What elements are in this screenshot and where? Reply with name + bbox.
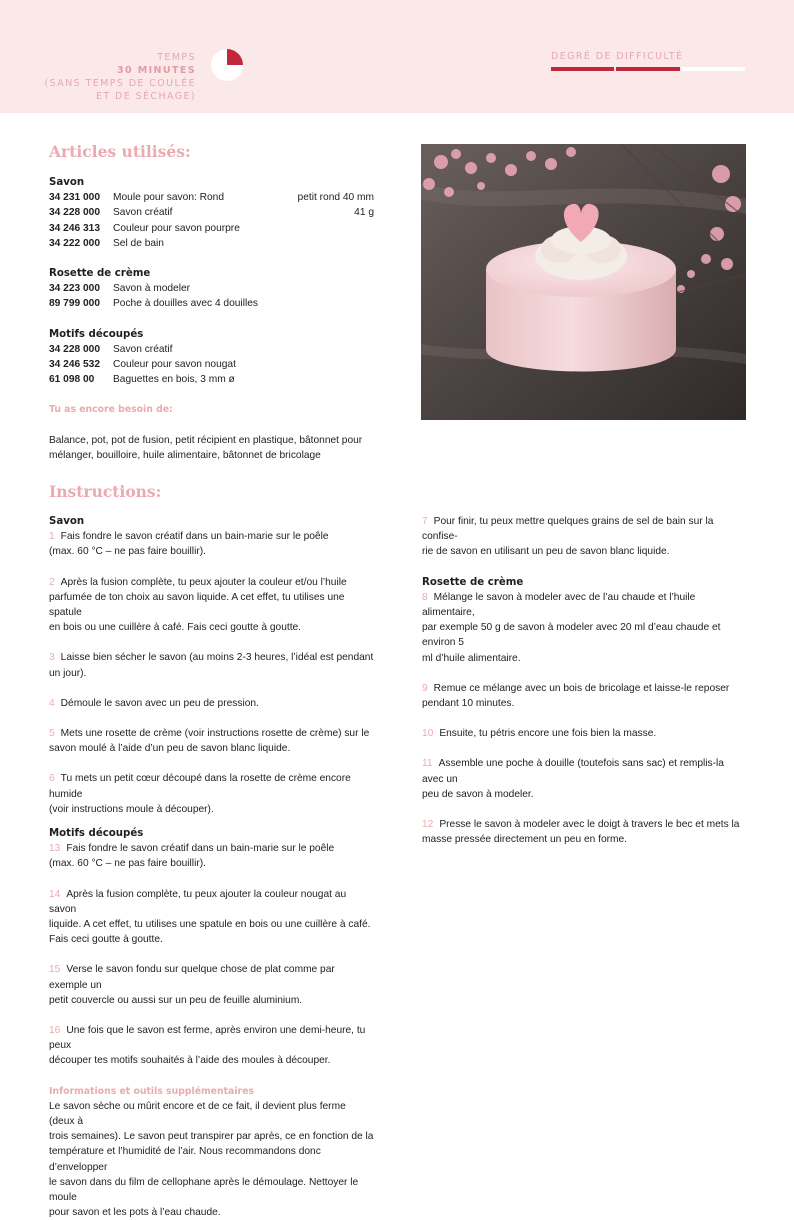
step-text: (max. 60 °C – ne pas faire bouillir). (49, 546, 206, 558)
step-line (49, 856, 374, 871)
step-number: 12 (422, 819, 434, 831)
step-text: un jour). (49, 667, 87, 679)
step-text: découper tes motifs souhaités à l’aide des moules à découper. (49, 1055, 331, 1067)
step-text: Presse le savon à modeler avec le doigt à travers le bec et mets la (439, 819, 740, 831)
step-line (49, 696, 374, 711)
instruction-step (422, 756, 747, 802)
step-text: (voir instructions moule à découper). (49, 803, 214, 815)
step-text: Une fois que le savon est ferme, après environ une demi-heure, tu peux (49, 1025, 366, 1052)
step-text: Mets une rosette de crème (voir instructions rosette de crème) sur le (60, 728, 370, 740)
article-code: 89 799 000 (49, 298, 100, 310)
instruction-step (49, 962, 374, 1008)
instruction-step (49, 841, 374, 871)
instruction-step (422, 817, 747, 847)
article-desc: Poche à douilles avec 4 douilles (113, 298, 258, 310)
step-line (49, 962, 374, 992)
article-row (49, 281, 374, 296)
step-text: ml d’huile alimentaire. (422, 652, 521, 664)
difficulty-segment (616, 67, 679, 71)
articles-list (49, 175, 374, 463)
steps-right-column (422, 514, 747, 847)
article-code: 34 246 313 (49, 222, 100, 234)
motifs-subtitle: Motifs découpés (49, 328, 144, 340)
info-title: Informations et outils supplémentaires (49, 1085, 254, 1097)
instruction-step (422, 514, 747, 560)
difficulty-segment (682, 67, 745, 71)
instruction-step (49, 887, 374, 948)
step-number: 16 (49, 1025, 61, 1037)
article-row (49, 221, 374, 236)
article-desc: Moule pour savon: Rond (113, 192, 224, 204)
step-text: Pour finir, tu peux mettre quelques grains de sel de bain sur la confise- (422, 516, 714, 543)
step-line (422, 681, 747, 696)
savon-steps-subtitle: Savon (49, 516, 85, 527)
besoin-line-1: Balance, pot, pot de fusion, petit récipient en plastique, bâtonnet pour (49, 434, 363, 446)
step-line (422, 817, 747, 832)
step-text: pendant 10 minutes. (422, 698, 515, 710)
article-row (49, 296, 374, 311)
step-number: 10 (422, 728, 434, 740)
difficulty-segment (551, 67, 614, 71)
step-text: Assemble une poche à douille (toutefois sans sac) et remplis-la avec un (422, 758, 724, 785)
step-number: 5 (49, 728, 55, 740)
step-text: Laisse bien sécher le savon (au moins 2-3 heures, l’idéal est pendant (60, 652, 374, 664)
instruction-step (422, 590, 747, 666)
step-line (49, 1023, 374, 1053)
rosette-steps-subtitle: Rosette de crème (422, 576, 524, 588)
instruction-step (422, 681, 747, 711)
article-desc: Savon créatif (113, 207, 173, 219)
article-extra: petit rond 40 mm (297, 192, 374, 204)
step-line (49, 575, 374, 590)
step-line (49, 932, 374, 947)
step-text: Fais fondre le savon créatif dans un bain-marie sur le poêle (66, 843, 335, 855)
step-text: Démoule le savon avec un peu de pression. (60, 697, 259, 709)
step-text: Ensuite, tu pétris encore une fois bien la masse. (439, 728, 657, 740)
time-info (45, 51, 196, 103)
step-text: Après la fusion complète, tu peux ajouter la couleur nougat au savon (49, 888, 347, 915)
soap-photo (421, 144, 746, 420)
step-number: 4 (49, 697, 55, 709)
step-line (49, 620, 374, 635)
article-desc: Sel de bain (113, 237, 164, 249)
step-line (49, 650, 374, 665)
article-row (49, 205, 374, 220)
instruction-step (49, 575, 374, 636)
time-note-1: (SANS TEMPS DE COULÉE (44, 78, 196, 89)
time-value: 30 MINUTES (117, 65, 196, 76)
step-text: peu de savon à modeler. (422, 788, 534, 800)
article-code: 34 222 000 (49, 237, 100, 249)
step-text: liquide. A cet effet, tu utilises une spatule en bois ou une cuillère à café. (49, 919, 371, 931)
step-text: Verse le savon fondu sur quelque chose de plat comme par exemple un (49, 964, 335, 991)
article-extra: 41 g (354, 207, 374, 219)
step-line (422, 544, 747, 559)
step-line (49, 529, 374, 544)
instruction-step (49, 726, 374, 756)
info-line: trois semaines). Le savon peut transpirer par après, ce en fonction de la (49, 1131, 374, 1143)
step-line (49, 741, 374, 756)
difficulty-label: DEGRÉ DE DIFFICULTÉ (551, 51, 684, 62)
step-line (422, 832, 747, 847)
step-line (422, 514, 747, 544)
info-line: Le savon sèche ou mûrit encore et de ce fait, il devient plus ferme (deux à (49, 1100, 346, 1128)
time-note-2: ET DE SÉCHAGE) (96, 91, 196, 102)
step-line (422, 756, 747, 786)
article-code: 34 223 000 (49, 283, 100, 295)
step-line (49, 993, 374, 1008)
clock-icon (210, 48, 244, 82)
article-desc: Baguettes en bois, 3 mm ø (113, 374, 235, 386)
article-code: 34 228 000 (49, 207, 100, 219)
step-line (422, 787, 747, 802)
step-line (49, 771, 374, 801)
step-text: parfumée de ton choix au savon liquide. A cet effet, tu utilises une spatule (49, 591, 345, 619)
article-code: 34 246 532 (49, 359, 100, 371)
step-number: 2 (49, 576, 55, 588)
step-number: 13 (49, 843, 61, 855)
article-code: 61 098 00 (49, 374, 95, 386)
article-row (49, 190, 374, 205)
instruction-step (422, 726, 747, 741)
step-line (422, 620, 747, 650)
instruction-step (49, 696, 374, 711)
step-line (49, 802, 374, 817)
step-number: 6 (49, 773, 55, 785)
difficulty-meter (551, 67, 745, 71)
step-number: 3 (49, 652, 55, 664)
info-line: température et l’humidité de l’air. Nous recommandons donc d’envelopper (49, 1146, 321, 1173)
step-text: Mélange le savon à modeler avec de l’au chaude et l’huile alimentaire, (422, 591, 696, 619)
motifs-steps-subtitle: Motifs découpés (49, 828, 144, 839)
rosette-subtitle: Rosette de crème (49, 268, 151, 280)
step-number: 9 (422, 682, 428, 694)
instructions-title: Instructions: (49, 482, 162, 501)
step-line (422, 696, 747, 711)
instruction-step (49, 529, 374, 559)
info-line: le savon dans du film de cellophane après le démoulage. Nettoyer le moule (49, 1176, 359, 1204)
step-text: savon moulé à l’aide d’un peu de savon blanc liquide. (49, 743, 291, 755)
article-code: 34 228 000 (49, 343, 100, 355)
step-line (49, 887, 374, 917)
steps-motifs-column (49, 826, 374, 1220)
step-text: Fais fondre le savon créatif dans un bain-marie sur le poêle (60, 531, 329, 543)
step-line (49, 544, 374, 559)
instruction-step (49, 771, 374, 817)
article-row (49, 357, 374, 372)
step-number: 8 (422, 591, 428, 603)
step-text: (max. 60 °C – ne pas faire bouillir). (49, 858, 206, 870)
step-number: 1 (49, 531, 55, 543)
article-row (49, 372, 374, 387)
step-text: masse pressée directement un peu en forme. (422, 834, 627, 846)
step-text: rie de savon en utilisant un peu de savon blanc liquide. (422, 546, 670, 558)
step-text: en bois ou une cuillère à café. Fais ceci goutte à goutte. (49, 622, 302, 634)
article-row (49, 236, 374, 251)
step-text: petit couvercle ou aussi sur un peu de feuille aluminium. (49, 994, 303, 1006)
besoin-line-2: mélanger, bouilloire, huile alimentaire, bâtonnet de bricolage (49, 449, 321, 461)
step-text: par exemple 50 g de savon à modeler avec 20 ml d’eau chaude et environ 5 (422, 622, 721, 649)
step-line (49, 726, 374, 741)
instruction-step (49, 650, 374, 680)
step-text: Remue ce mélange avec un bois de bricolage et laisse-le reposer (433, 682, 730, 694)
step-line (422, 651, 747, 666)
article-desc: Savon créatif (113, 343, 173, 355)
article-desc: Savon à modeler (113, 283, 191, 295)
article-row (49, 342, 374, 357)
step-text: Après la fusion complète, tu peux ajouter la couleur et/ou l’huile (60, 576, 347, 588)
step-line (49, 1053, 374, 1068)
steps-left-column (49, 514, 374, 817)
step-number: 14 (49, 888, 61, 900)
besoin-title: Tu as encore besoin de: (49, 404, 173, 416)
step-line (49, 590, 374, 620)
step-text: Fais ceci goutte à goutte. (49, 934, 163, 946)
step-text: Tu mets un petit cœur découpé dans la rosette de crème encore humide (49, 773, 351, 800)
step-number: 11 (422, 758, 433, 770)
step-line (422, 590, 747, 620)
article-desc: Couleur pour savon pourpre (113, 222, 240, 234)
instruction-step (49, 1023, 374, 1069)
step-number: 7 (422, 516, 428, 527)
savon-subtitle: Savon (49, 177, 85, 188)
step-number: 15 (49, 964, 61, 976)
article-code: 34 231 000 (49, 192, 100, 204)
step-line (49, 666, 374, 681)
time-label: TEMPS (157, 52, 196, 63)
step-line (422, 726, 747, 741)
articles-title: Articles utilisés: (49, 142, 191, 161)
step-line (49, 841, 374, 856)
article-desc: Couleur pour savon nougat (113, 359, 236, 371)
info-line: pour savon et les pots à l’eau chaude. (49, 1207, 221, 1219)
step-line (49, 917, 374, 932)
